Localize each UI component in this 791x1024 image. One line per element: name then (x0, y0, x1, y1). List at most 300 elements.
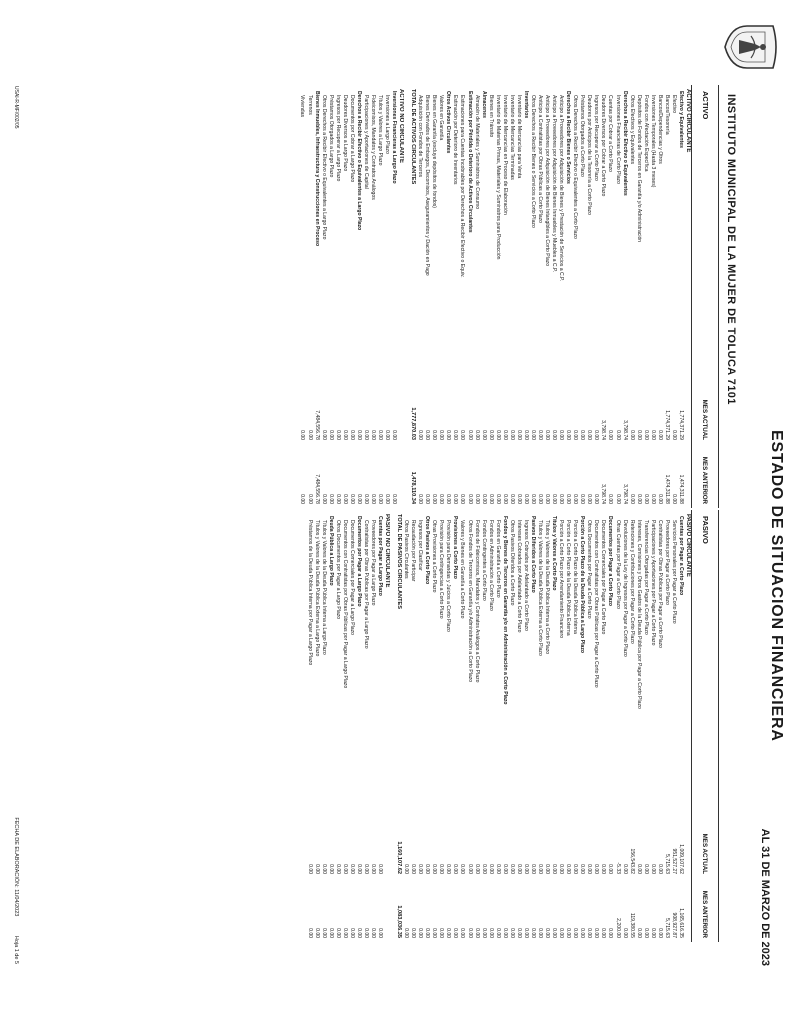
current-month-value: 0.00 (313, 864, 320, 874)
row-label: Ingresos por Clasificar (417, 520, 424, 571)
current-month-value (404, 380, 409, 444)
table-row (409, 85, 416, 508)
table-row (684, 85, 691, 508)
table-row (571, 85, 578, 508)
previous-month-value: 0.00 (642, 494, 649, 504)
table-row (395, 510, 402, 942)
table-row (480, 85, 487, 508)
current-month-value: 3,798.74 (621, 420, 628, 440)
row-label: Valores en Garantía (438, 95, 445, 141)
current-month-value: 0.00 (537, 864, 544, 874)
table-row (649, 85, 656, 508)
row-label: Devoluciones de la Ley de Ingresos por Pagar a Corto Plazo (621, 520, 628, 657)
table-row (656, 85, 663, 508)
current-month-value: 0.00 (480, 430, 487, 440)
previous-month-value: 119,380.55 (628, 912, 635, 938)
previous-month-value: 0.00 (670, 494, 677, 504)
table-row (451, 85, 458, 508)
previous-month-value: 0.00 (362, 494, 369, 504)
page-number: Hoja 1 de 5 (13, 935, 19, 964)
table-row (458, 85, 465, 508)
row-label: TOTAL DE PASIVOS CIRCULANTES (396, 514, 403, 609)
previous-month-value: 0.00 (522, 928, 529, 938)
current-month-value: 0.00 (508, 864, 515, 874)
current-month-value: 0.00 (656, 430, 663, 440)
previous-month-value: 5,715.63 (663, 918, 670, 938)
current-month-value: 0.00 (579, 430, 586, 440)
row-label: Participaciones y Aportaciones por Pagar a Corto Plazo (649, 520, 656, 646)
previous-month-value: 0.00 (480, 928, 487, 938)
row-label: Bienes en Tránsito (487, 95, 494, 138)
previous-month-value (397, 444, 404, 508)
previous-month-value: 0.00 (642, 928, 649, 938)
previous-month-value: 0.00 (544, 928, 551, 938)
table-row (313, 85, 320, 508)
table-row (341, 85, 348, 508)
previous-month-value (684, 444, 691, 508)
previous-month-value: 0.00 (508, 928, 515, 938)
current-month-value: 0.00 (593, 864, 600, 874)
current-month-value: 0.00 (635, 864, 642, 874)
assets-table-header (691, 85, 719, 508)
row-label: Deudores por Anticipos de la Tesorería a Corto Plazo (586, 95, 593, 215)
previous-month-value: 0.00 (649, 928, 656, 938)
table-row (585, 510, 592, 942)
row-label: Títulos y Valores a Largo Plazo (376, 95, 383, 166)
row-label: Otras Cuentas por Pagar a Corto Plazo (614, 520, 621, 609)
row-label: Proveedores por Pagar a Corto Plazo (663, 520, 670, 605)
previous-month-value: 0.00 (376, 928, 383, 938)
row-label: Estimaciones para Cuentas Incobrables por Derechos a Recibir Efectivo o Equiv. (459, 95, 466, 278)
table-row (564, 85, 571, 508)
row-label: Documentos Comerciales por Pagar a Largo Plazo (348, 520, 355, 635)
table-row (550, 510, 557, 942)
current-month-value: 0.00 (494, 864, 501, 874)
current-month-value: 0.00 (628, 430, 635, 440)
row-label: Servicios Personales por Pagar a Corto Plazo (670, 520, 677, 624)
current-month-value: 0.00 (341, 864, 348, 874)
current-month-value: 0.00 (327, 864, 334, 874)
row-label: Fideicomisos, Mandatos y Contratos Análogos (369, 95, 376, 200)
previous-month-value: 0.00 (621, 928, 628, 938)
table-row (376, 510, 383, 942)
previous-month-value: 0.00 (558, 928, 565, 938)
row-label: Deudores Diversos a Largo Plazo (341, 95, 348, 172)
current-month-value: 5,715.63 (663, 854, 670, 874)
table-row (515, 85, 522, 508)
table-row (437, 85, 444, 508)
previous-month-value (390, 878, 395, 942)
row-label: Valores y Bienes en Garantía a Corto Plazo (459, 520, 466, 619)
previous-month-value: 0.00 (417, 494, 424, 504)
table-row (635, 85, 642, 508)
row-label: Porción a Corto Plazo por Arrendamiento Financiero (558, 520, 565, 639)
table-row (613, 510, 620, 942)
previous-month-value: 0.00 (445, 494, 452, 504)
table-row (320, 85, 327, 508)
previous-month-value: 0.00 (586, 494, 593, 504)
row-label: Anticipo a Contratistas por Obras Públicas a Corto Plazo (537, 95, 544, 223)
previous-month-value: 0.00 (529, 928, 536, 938)
row-label: Contratistas por Obras Públicas por Pagar a Corto Plazo (656, 520, 663, 648)
table-row (334, 85, 341, 508)
row-label: Participaciones y Aportaciones de Capital (362, 95, 369, 189)
table-row (635, 510, 642, 942)
table-row (390, 510, 395, 942)
row-label: Documentos con Contratistas por Obras Públicas por Pagar a Corto Plazo (593, 520, 600, 688)
table-row (494, 510, 501, 942)
current-month-value: 0.00 (410, 864, 417, 874)
table-row (298, 85, 305, 508)
liabilities-table (305, 510, 719, 942)
previous-month-value: 0.00 (355, 928, 362, 938)
previous-month-value: 0.00 (494, 494, 501, 504)
previous-month-value: 0.00 (334, 928, 341, 938)
previous-month-value: 0.00 (565, 928, 572, 938)
row-label: Otros Documentos por Pagar a Largo Plazo (334, 520, 341, 620)
table-row (642, 510, 649, 942)
current-month-value: 0.00 (635, 430, 642, 440)
row-label: Otros Documentos por Pagar a Corto Plazo (586, 520, 593, 619)
previous-month-value: 0.00 (431, 494, 438, 504)
table-row (313, 510, 320, 942)
row-label: Fondos y Bienes de Terceros en Garantía y/o en Administración a Corto Plazo (501, 516, 508, 705)
row-label: Bienes Derivados de Embargos, Decomisos, Aseguramientos y Dación en Pago (424, 95, 431, 276)
row-label: Porción a Corto Plazo de la Deuda Pública a Largo Plazo (579, 516, 586, 653)
row-label: Efectivo (670, 95, 677, 114)
table-row (487, 85, 494, 508)
table-row (355, 510, 362, 942)
previous-month-value: 0.00 (579, 928, 586, 938)
liabilities-heading: PASIVO (700, 516, 710, 544)
table-row (383, 510, 390, 942)
row-label: ACTIVO CIRCULANTE (685, 89, 691, 153)
previous-month-value: 0.00 (384, 494, 391, 504)
table-row (663, 510, 670, 942)
row-label: Ingresos por Recuperar a Corto Plazo (593, 95, 600, 181)
current-month-value: 0.00 (369, 864, 376, 874)
current-month-value: 7,484,556.78 (313, 410, 320, 440)
row-label: Ingresos Cobrados por Adelantado a Corto Plazo (522, 520, 529, 632)
current-month-value: 0.00 (494, 430, 501, 440)
current-month-value: 0.00 (424, 864, 431, 874)
table-row (444, 510, 451, 942)
row-label: Otros Derechos a Recibir Efectivo o Equivalentes a Corto Plazo (572, 95, 579, 239)
row-label: Provisión para Contingencias a Corto Plazo (438, 520, 445, 619)
institute-logo (723, 22, 777, 72)
row-label: Anticipo a Proveedores por Adquisición de Bienes y Prestación de Servicios a C.P. (558, 95, 565, 282)
previous-month-value: 0.00 (501, 928, 508, 938)
current-month-value: 0.00 (586, 864, 593, 874)
current-month-value (397, 380, 404, 444)
current-month-value: 0.00 (384, 430, 391, 440)
row-label: Títulos y Valores de la Deuda Pública Interna a Largo Plazo (320, 520, 327, 655)
previous-month-value (404, 444, 409, 508)
current-month-value: 0.00 (501, 864, 508, 874)
current-month-value: 1,777,870.03 (410, 407, 417, 440)
row-label: Cuentas por Cobrar a Corto Plazo (607, 95, 614, 173)
row-label: ACTIVO NO CIRCULANTE (398, 89, 405, 163)
current-month-value: 0.00 (600, 864, 607, 874)
current-month-value: 0.00 (452, 864, 459, 874)
current-month-value: 0.00 (614, 430, 621, 440)
previous-month-value: 1,083,036.35 (396, 905, 403, 938)
row-label: Provisión para Demandas y Juicios a Corto Plazo (445, 520, 452, 632)
current-month-value: 0.00 (537, 430, 544, 440)
current-month-value: 1,009,107.62 (677, 844, 684, 874)
current-month-value: 0.00 (355, 864, 362, 874)
table-row (585, 85, 592, 508)
table-row (423, 85, 430, 508)
row-label: Recaudación por Participar (410, 520, 417, 582)
current-month-value: 0.00 (306, 430, 313, 440)
previous-month-value: 0.00 (348, 928, 355, 938)
row-label: Derechos a Recibir Efectivo o Equivalentes (621, 91, 628, 196)
current-month-value: 0.00 (362, 430, 369, 440)
row-label: Intereses Cobrados por Adelantado a Corto Plazo (515, 520, 522, 633)
row-label: Inversiones Financieras a Largo Plazo (391, 91, 398, 184)
table-row (670, 510, 677, 942)
previous-month-value: 0.00 (473, 928, 480, 938)
current-month-value: 0.00 (417, 864, 424, 874)
table-row (320, 510, 327, 942)
previous-month-value: 0.00 (348, 494, 355, 504)
table-row (376, 85, 383, 508)
current-month-value: 0.00 (551, 864, 558, 874)
current-month-value: 0.00 (607, 430, 614, 440)
previous-month-value: 0.00 (341, 928, 348, 938)
table-row (390, 85, 397, 508)
row-label: Inventarios (522, 91, 529, 119)
current-month-value: 0.00 (529, 864, 536, 874)
row-label: Proveedores por Pagar a Largo Plazo (369, 520, 376, 606)
row-label: Ingresos por Recuperar a Largo Plazo (334, 95, 341, 182)
previous-month-value: 0.00 (635, 928, 642, 938)
table-row (670, 85, 677, 508)
table-row (451, 510, 458, 942)
row-label: Inventario de Mercancías Terminadas (508, 95, 515, 180)
current-month-value: 0.00 (572, 864, 579, 874)
table-row (529, 85, 536, 508)
current-month-value: 0.00 (593, 430, 600, 440)
row-label: Fondos en Garantía a Corto Plazo (494, 520, 501, 598)
previous-month-value: 0.00 (537, 494, 544, 504)
previous-month-value: 0.00 (327, 928, 334, 938)
row-label: Cuentas por Pagar a Corto Plazo (677, 516, 684, 596)
current-month-value: -5.33 (614, 862, 621, 874)
previous-month-value: 0.00 (341, 494, 348, 504)
previous-month-value: 0.00 (431, 928, 438, 938)
previous-month-value: 0.00 (466, 928, 473, 938)
current-month-value: 0.00 (362, 864, 369, 874)
previous-month-value: 3,798.74 (600, 484, 607, 504)
row-label: Títulos y Valores a Corto Plazo (551, 516, 558, 591)
table-row (480, 510, 487, 942)
table-row (409, 510, 416, 942)
row-label: Deudores Diversos por Cobrar a Corto Plazo (600, 95, 607, 197)
previous-month-value: 0.00 (600, 928, 607, 938)
table-row (437, 510, 444, 942)
table-row (458, 510, 465, 942)
previous-month-value: 0.00 (529, 494, 536, 504)
previous-month-value: 0.00 (579, 494, 586, 504)
previous-month-value: 0.00 (438, 928, 445, 938)
previous-month-value: 0.00 (515, 494, 522, 504)
previous-month-value: 0.00 (313, 928, 320, 938)
row-label: Provisiones a Corto Plazo (452, 516, 459, 579)
previous-month-value: 0.00 (376, 494, 383, 504)
previous-month-value: 0.00 (410, 928, 417, 938)
current-month-value (684, 814, 691, 878)
row-label: Derechos a Recibir Bienes o Servicios (565, 91, 572, 184)
previous-month-value: 0.00 (635, 494, 642, 504)
previous-month-value: 1,478,110.34 (410, 471, 417, 504)
previous-month-value: 0.00 (473, 494, 480, 504)
current-month-value: 0.00 (431, 430, 438, 440)
current-month-value: 0.00 (417, 430, 424, 440)
row-label: Títulos y Valores de la Deuda Pública Externa a Largo Plazo (313, 520, 320, 657)
previous-month-value: 0.00 (452, 494, 459, 504)
table-row (628, 510, 635, 942)
row-label: Documentos por Cobrar a Largo Plazo (348, 95, 355, 183)
table-row (508, 510, 515, 942)
row-label: Porción a Corto Plazo de la Deuda Pública Externa (565, 520, 572, 636)
current-month-value: 0.00 (607, 864, 614, 874)
current-month-value: 0.00 (558, 864, 565, 874)
current-month-value: 0.00 (522, 430, 529, 440)
row-label: Inventario de Materias Primas, Materiales y Suministros para Producción (494, 95, 501, 260)
previous-month-value: 0.00 (551, 928, 558, 938)
row-label: Otros Pasivos Circulantes (403, 520, 410, 579)
previous-month-value: 0.00 (362, 928, 369, 938)
previous-month-value: 0.00 (306, 494, 313, 504)
previous-month-value: 0.00 (656, 494, 663, 504)
row-label: Préstamos de la Deuda Pública Interna por Pagar a Largo Plazo (306, 520, 313, 666)
row-label: Bienes Inmuebles, Infraestructura y Construcciones en Proceso (313, 91, 320, 247)
previous-month-value: 0.00 (565, 494, 572, 504)
current-month-value: 1,160,107.62 (396, 841, 403, 874)
table-row (423, 510, 430, 942)
liabilities-table-header (691, 510, 719, 942)
row-label (390, 510, 395, 814)
assets-rows (298, 85, 691, 508)
current-month-value: 0.00 (320, 864, 327, 874)
table-row (578, 85, 585, 508)
previous-month-value: 0.00 (306, 928, 313, 938)
table-row (515, 510, 522, 942)
row-label: Otros Derechos a Recibir Efectivo o Equivalentes a Largo Plazo (320, 95, 327, 240)
table-row (466, 510, 473, 942)
table-row (557, 85, 564, 508)
table-row (649, 510, 656, 942)
previous-month-value: 0.00 (355, 494, 362, 504)
current-month-value: 0.00 (334, 430, 341, 440)
col-previous-month: MES ANTERIOR (701, 890, 709, 938)
previous-month-value: 7,484,556.78 (313, 474, 320, 504)
current-month-value: 0.00 (529, 430, 536, 440)
table-row (578, 510, 585, 942)
previous-month-value: 3,798.74 (621, 484, 628, 504)
current-month-value: 0.00 (299, 430, 306, 440)
current-month-value: 0.00 (656, 864, 663, 874)
elaboration-date: FECHA DE ELABORACIÓN: 11/04/2023 (13, 817, 19, 917)
previous-month-value: 0.00 (508, 494, 515, 504)
current-month-value: 0.00 (466, 430, 473, 440)
row-label: Documentos por Pagar a Corto Plazo (607, 516, 614, 607)
current-month-value: 0.00 (522, 864, 529, 874)
assets-table (298, 85, 719, 508)
previous-month-value: 0.00 (452, 928, 459, 938)
table-row (444, 85, 451, 508)
previous-month-value: 0.00 (515, 928, 522, 938)
row-label: Efectivo y Equivalentes (677, 91, 684, 148)
table-row (557, 510, 564, 942)
table-row (663, 85, 670, 508)
row-label: Fondos con Afectación Específica (642, 95, 649, 172)
table-row (599, 510, 606, 942)
current-month-value: 0.00 (348, 864, 355, 874)
row-label: Retenciones y Contribuciones por Pagar a Corto Plazo (628, 520, 635, 644)
table-row (543, 85, 550, 508)
table-row (341, 510, 348, 942)
previous-month-value: 0.00 (327, 494, 334, 504)
table-row (416, 85, 423, 508)
assets-heading: ACTIVO (700, 91, 710, 120)
previous-month-value: 0.00 (487, 494, 494, 504)
previous-month-value: 0.00 (480, 494, 487, 504)
row-label: Inversiones Temporales (Hasta 3 meses) (649, 95, 656, 188)
current-month-value: 0.00 (621, 864, 628, 874)
row-label: Adquisición con Fondos de Terceros (417, 95, 424, 178)
table-row (348, 510, 355, 942)
previous-month-value: 0.00 (494, 928, 501, 938)
row-label: Depósitos de Fondos de Terceros en Garantía y/o Administración (635, 95, 642, 243)
row-label: Derechos a Recibir Efectivo o Equivalentes a Largo Plazo (355, 91, 362, 231)
row-label: Otros Efectivos y Equivalentes (628, 95, 635, 165)
row-label: Títulos y Valores de la Deuda Pública Interna a Corto Plazo (544, 520, 551, 655)
table-row (571, 510, 578, 942)
row-label: Estimación por Pérdida o Deterioro de Activos Circulantes (466, 91, 473, 233)
current-month-value: 0.00 (473, 864, 480, 874)
row-label: Bancos/Tesorería (663, 95, 670, 135)
institute-name: INSTITUTO MUNICIPAL DE LA MUJER DE TOLUCA 7101 (725, 94, 737, 405)
row-label: Inversiones a Largo Plazo (384, 95, 391, 154)
table-row (473, 510, 480, 942)
current-month-value: 0.00 (459, 864, 466, 874)
current-month-value: 3,798.74 (600, 420, 607, 440)
row-label: Otras Provisiones a Corto Plazo (431, 520, 438, 593)
table-row (501, 510, 508, 942)
table-row (327, 510, 334, 942)
previous-month-value: 2,200.00 (614, 918, 621, 938)
current-month-value: 0.00 (438, 430, 445, 440)
previous-month-value: 0.00 (320, 928, 327, 938)
previous-month-value: 0.00 (551, 494, 558, 504)
form-code: USAI-R-MF/002/05 (13, 86, 19, 129)
row-label: Almacenes (480, 91, 487, 118)
current-month-value: 0.00 (391, 430, 398, 440)
table-row (522, 510, 529, 942)
table-row (592, 85, 599, 508)
current-month-value: 0.00 (327, 430, 334, 440)
row-label: Otros Derechos a Recibir Bienes o Servicios a Corto Plazo (529, 95, 536, 228)
row-label: Estimación por Deterioro de Inventarios (452, 95, 459, 185)
table-row (656, 510, 663, 942)
row-label: Contratistas por Obras Públicas por Pagar a Largo Plazo (362, 520, 369, 649)
current-month-value: 0.00 (670, 430, 677, 440)
table-row (522, 85, 529, 508)
current-month-value: 0.00 (586, 430, 593, 440)
